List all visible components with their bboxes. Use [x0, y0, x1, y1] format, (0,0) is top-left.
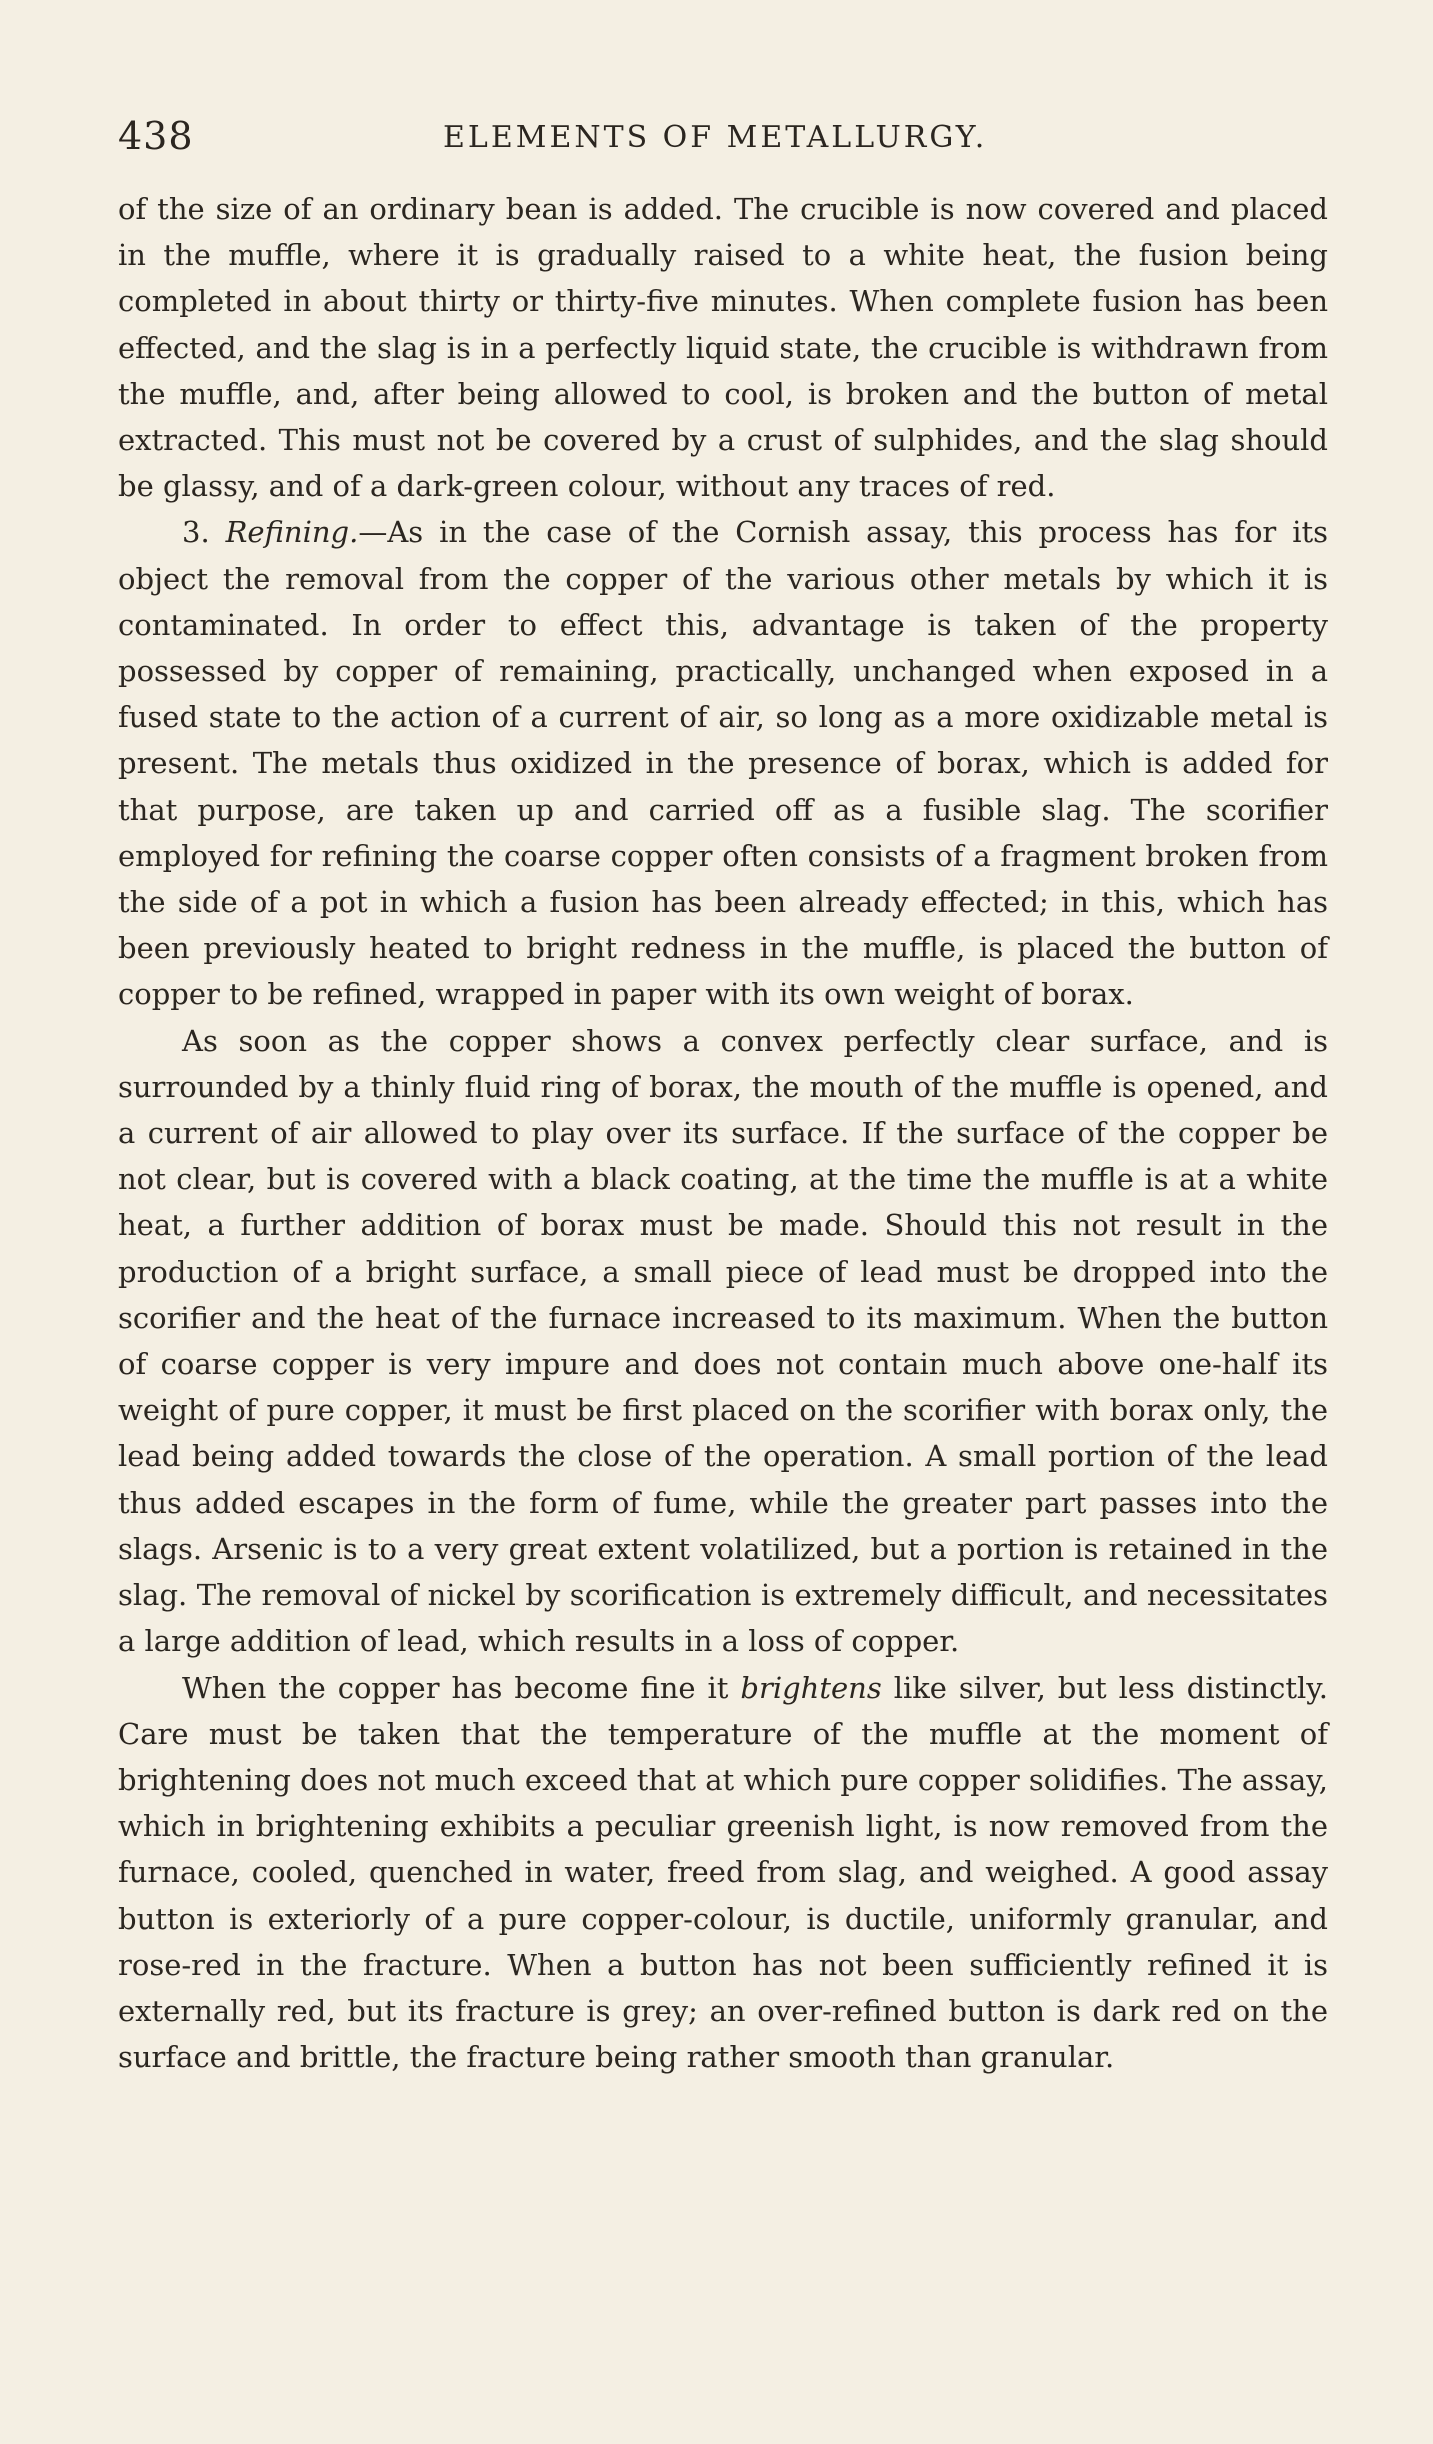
running-head — [118, 114, 1328, 162]
paragraph-borax-lead — [118, 1018, 1328, 1665]
section-heading: Refining. — [225, 515, 359, 550]
paragraph-text: of the size of an ordinary bean is added. The crucible is now covered and placed in the muffle, where it is gradually raised to a white heat, the fusion being completed in about thirty or thirty-five minutes. When complete fusion has been effected, and the slag is in a perfectly liquid state, the crucible is withdrawn from the muffle, and, after being allowed to cool, is broken and the button of metal extracted. This must not be covered by a crust of sulphides, and the slag should be glassy, and of a dark-green colour, without any traces of red. — [118, 192, 1328, 504]
book-title: ELEMENTS OF METALLURGY. — [443, 120, 988, 155]
paragraph-refining — [118, 509, 1328, 1017]
body-text — [118, 186, 1328, 2080]
paragraph-fusion-continuation — [118, 186, 1328, 509]
paragraph-text: As soon as the copper shows a convex perfectly clear surface, and is surrounded by a thinly fluid ring of borax, the mouth of the muffle is opened, and a current of air allowed to play over its surface. If the surface of the copper be not clear, but is covered with a black coating, at the time the muffle is at a white heat, a further addition of borax must be made. Should this not result in the production of a bright surface, a small piece of lead must be dropped into the scorifier and the heat of the furnace increased to its maximum. When the button of coarse copper is very impure and does not contain much above one-half its weight of pure copper, it must be first placed on the scorifier with borax only, the lead being added towards the close of the operation. A small portion of the lead thus added escapes in the form of fume, while the greater part passes into the slags. Arsenic is to a very great extent volatilized, but a portion is retained in the slag. The removal of nickel by scorification is extremely difficult, and necessitates a large addition of lead, which results in a loss of copper. — [118, 1023, 1328, 1659]
page-number: 438 — [118, 114, 194, 158]
paragraph-text: —As in the case of the Cornish assay, this process has for its object the removal from the copper of the various other metals by which it is contaminated. In order to effect this, advantage is taken of the property possessed by copper of remaining, practically, unchanged when exposed in a fused state to the action of a current of air, so long as a more oxidizable metal is present. The metals thus oxidized in the presence of borax, which is added for that purpose, are taken up and carried off as a fusible slag. The scorifier employed for refining the coarse copper often consists of a fragment broken from the side of a pot in which a fusion has been already effected; in this, which has been previously heated to bright redness in the muffle, is placed the button of copper to be refined, wrapped in paper with its own weight of borax. — [118, 515, 1329, 1012]
paragraph-text-after: like silver, but less distinctly. Care must be taken that the temperature of the muffle at the moment of brightening does not much exceed that at which pure copper solidifies. The assay, which in brightening exhibits a peculiar greenish light, is now removed from the furnace, cooled, quenched in water, freed from slag, and weighed. A good assay button is exteriorly of a pure copper-colour, is ductile, uniformly granular, and rose-red in the fracture. When a button has not been sufficiently refined it is externally red, but its fracture is grey; an over-refined button is dark red on the surface and brittle, the fracture being rather smooth than granular. — [118, 1670, 1329, 2075]
emphasis-brightens: brightens — [740, 1670, 882, 1705]
paragraph-brightening — [118, 1665, 1328, 2081]
section-number: 3. — [182, 515, 210, 550]
paragraph-text-before: When the copper has become fine it — [182, 1670, 741, 1705]
